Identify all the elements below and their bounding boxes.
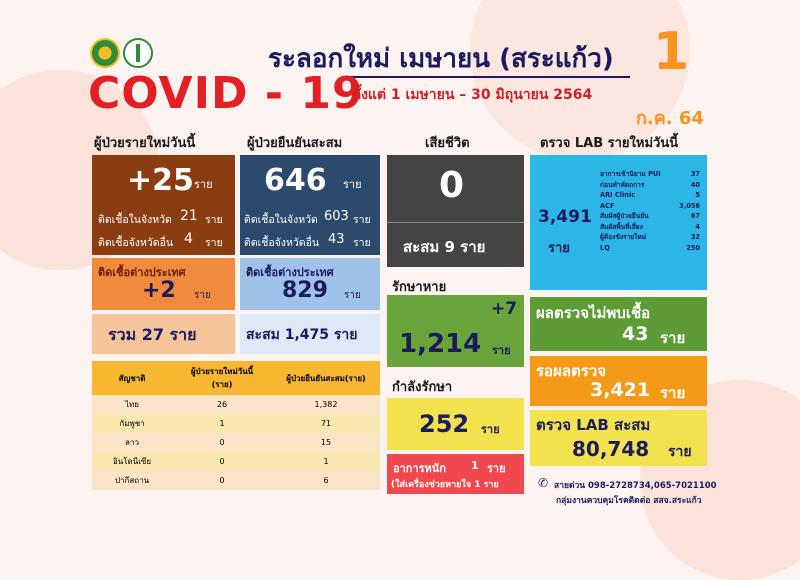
unit-label: ราย: [343, 178, 362, 191]
lab-negative-card: [530, 297, 707, 351]
month-year: ก.ค. 64: [636, 108, 704, 129]
table-cell: อินโดนีเซีย: [112, 457, 152, 466]
table-cell: 1: [219, 419, 225, 428]
recovered-value: 1,214: [399, 329, 482, 359]
phone-icon: ✆: [538, 476, 549, 490]
day-number: 1: [653, 22, 690, 82]
lab-row-value: 37: [690, 170, 700, 178]
lab-row-label: LQ: [600, 243, 610, 252]
new-total-card: [92, 314, 235, 354]
lab-row-label: ก่อนทำหัตถการ: [600, 180, 645, 189]
new-patients-header: ผู้ป่วยรายใหม่วันนี้: [94, 136, 196, 151]
lab-cumulative-value: 80,748: [572, 437, 650, 461]
deaths-card: [387, 155, 524, 267]
lab-row-value: 40: [690, 180, 700, 189]
treating-label: กำลังรักษา: [392, 380, 453, 395]
lab-row-label: ARI Clinic: [600, 191, 636, 199]
covid-heading: COVID - 19: [88, 68, 364, 119]
in-province-value: 21: [180, 208, 198, 224]
table-header: สัญชาติ: [118, 373, 146, 383]
cumulative-total: สะสม 1,475 ราย: [246, 327, 358, 343]
table-cell: ปากีสถาน: [114, 476, 150, 485]
abroad-label: ติดเชื้อต่างประเทศ: [98, 266, 186, 279]
table-cell: 0: [219, 476, 225, 485]
health-logo: [123, 38, 153, 68]
lab-header: ตรวจ LAB รายใหม่วันนี้: [540, 136, 679, 151]
new-total: รวม 27 ราย: [108, 325, 197, 344]
table-row: [92, 452, 380, 471]
list-item: [600, 180, 700, 191]
pending-value: 3,421: [590, 379, 651, 401]
lab-breakdown: [600, 169, 700, 253]
recovered-card: [387, 295, 524, 367]
lab-row-label: สัมผัสผู้ป่วยยืนยัน: [600, 212, 649, 220]
cumulative-header: ผู้ป่วยยืนยันสะสม: [247, 136, 343, 151]
deaths-total: สะสม 9 ราย: [403, 238, 486, 256]
table-cell: 1: [323, 457, 329, 466]
lab-cumulative-label: ตรวจ LAB สะสม: [536, 416, 651, 434]
unit-label: ราย: [344, 290, 361, 301]
divider: [387, 222, 524, 223]
unit-label: ราย: [660, 329, 686, 347]
ministry-logo: [90, 38, 120, 68]
unit-label: ราย: [353, 214, 371, 226]
treating-card: [387, 398, 524, 450]
cumulative-abroad-card: [240, 258, 380, 310]
contact-org: กลุ่มงานควบคุมโรคติดต่อ สสจ.สระแก้ว: [556, 496, 702, 506]
unit-label: ราย: [492, 344, 511, 357]
unit-label: ราย: [205, 237, 223, 249]
lab-row-value: 32: [690, 233, 700, 241]
lab-row-value: 250: [686, 243, 700, 252]
unit-label: ราย: [353, 237, 371, 249]
table-cell: 0: [219, 457, 225, 466]
severe-value: 1: [471, 459, 479, 472]
unit-label: ราย: [668, 444, 692, 460]
pending-label: รอผลตรวจ: [536, 362, 607, 380]
abroad-label: ติดเชื้อต่างประเทศ: [246, 266, 334, 279]
list-item: [600, 211, 700, 222]
in-province-label: ติดเชื้อในจังหวัด: [98, 214, 172, 226]
recovered-label: รักษาหาย: [392, 280, 447, 295]
contact-phone: สายด่วน 098-2728734,065-7021100: [554, 481, 717, 491]
table-cell: 71: [320, 419, 332, 428]
deaths-value: 0: [439, 165, 465, 206]
new-abroad-card: [92, 258, 235, 310]
unit-label: ราย: [487, 462, 506, 475]
cumulative-card: [240, 155, 380, 255]
lab-row-label: อาการเข้านิยาม PUI: [600, 170, 661, 178]
lab-value: 3,491: [538, 207, 592, 227]
table-cell: ลาว: [125, 438, 139, 447]
other-province-value: 4: [184, 231, 193, 247]
treating-value: 252: [419, 410, 470, 438]
lab-row-label: สัมผัสพื้นที่เสี่ยง: [600, 222, 643, 231]
table-cell: 15: [320, 438, 332, 447]
table-cell: 6: [323, 476, 329, 485]
deaths-header: เสียชีวิต: [425, 136, 470, 151]
lab-cumulative-card: [530, 410, 707, 466]
table-cell: 26: [216, 400, 228, 409]
severe-card: [387, 454, 524, 494]
nationality-table: [92, 361, 380, 493]
other-province-label: ติดเชื้อจังหวัดอื่น: [244, 237, 320, 249]
list-item: [600, 222, 700, 233]
page-title: ระลอกใหม่ เมษายน (สระแก้ว): [268, 44, 614, 74]
other-province-value: 43: [328, 232, 345, 247]
cumulative-value: 646: [264, 163, 327, 198]
list-item: [600, 190, 700, 201]
table-cell: 1,382: [314, 400, 338, 409]
unit-label: ราย: [205, 214, 223, 226]
lab-row-value: 3,056: [679, 201, 700, 210]
table-row: [92, 414, 380, 433]
in-province-label: ติดเชื้อในจังหวัด: [244, 214, 318, 226]
table-cell: ไทย: [125, 400, 139, 409]
new-today-card: [92, 155, 235, 255]
table-row: [92, 395, 380, 414]
lab-row-value: 4: [695, 222, 700, 231]
negative-value: 43: [622, 323, 649, 345]
table-cell: กัมพูชา: [119, 419, 145, 428]
unit-label: ราย: [481, 423, 500, 436]
lab-row-label: ผู้ต้องขังรายใหม่: [600, 233, 647, 241]
other-province-label: ติดเชื้อจังหวัดอื่น: [98, 237, 174, 249]
ventilator-note: (ใส่เครื่องช่วยหายใจ 1 ราย: [391, 480, 499, 490]
table-header: ผู้ป่วยรายใหม่วันนี้ (ราย): [190, 367, 254, 389]
cumulative-total-card: [240, 314, 380, 354]
unit-label: ราย: [194, 178, 213, 191]
list-item: [600, 201, 700, 212]
unit-label: ราย: [548, 241, 570, 256]
unit-label: ราย: [194, 290, 211, 301]
severe-label: อาการหนัก: [393, 462, 446, 475]
abroad-value: +2: [142, 278, 176, 303]
table-header: ผู้ป่วยยืนยันสะสม(ราย): [286, 373, 366, 383]
new-today-value: +25: [127, 163, 194, 198]
table-cell: 0: [219, 438, 225, 447]
abroad-value: 829: [282, 278, 328, 303]
date-range: ตั้งแต่ 1 เมษายน – 30 มิถุนายน 2564: [352, 87, 593, 103]
title-divider: [350, 76, 630, 78]
lab-pending-card: [530, 356, 707, 406]
list-item: [600, 243, 700, 254]
recovered-delta: +7: [491, 299, 518, 319]
unit-label: ราย: [660, 384, 686, 402]
table-row: [92, 471, 380, 490]
negative-label: ผลตรวจไม่พบเชื้อ: [536, 304, 651, 322]
lab-row-value: 5: [695, 191, 700, 199]
in-province-value: 603: [324, 209, 349, 224]
list-item: [600, 169, 700, 180]
lab-row-label: ACF: [600, 201, 615, 210]
lab-row-value: 67: [690, 212, 700, 220]
table-row: [92, 433, 380, 452]
list-item: [600, 232, 700, 243]
lab-card: [530, 155, 707, 290]
